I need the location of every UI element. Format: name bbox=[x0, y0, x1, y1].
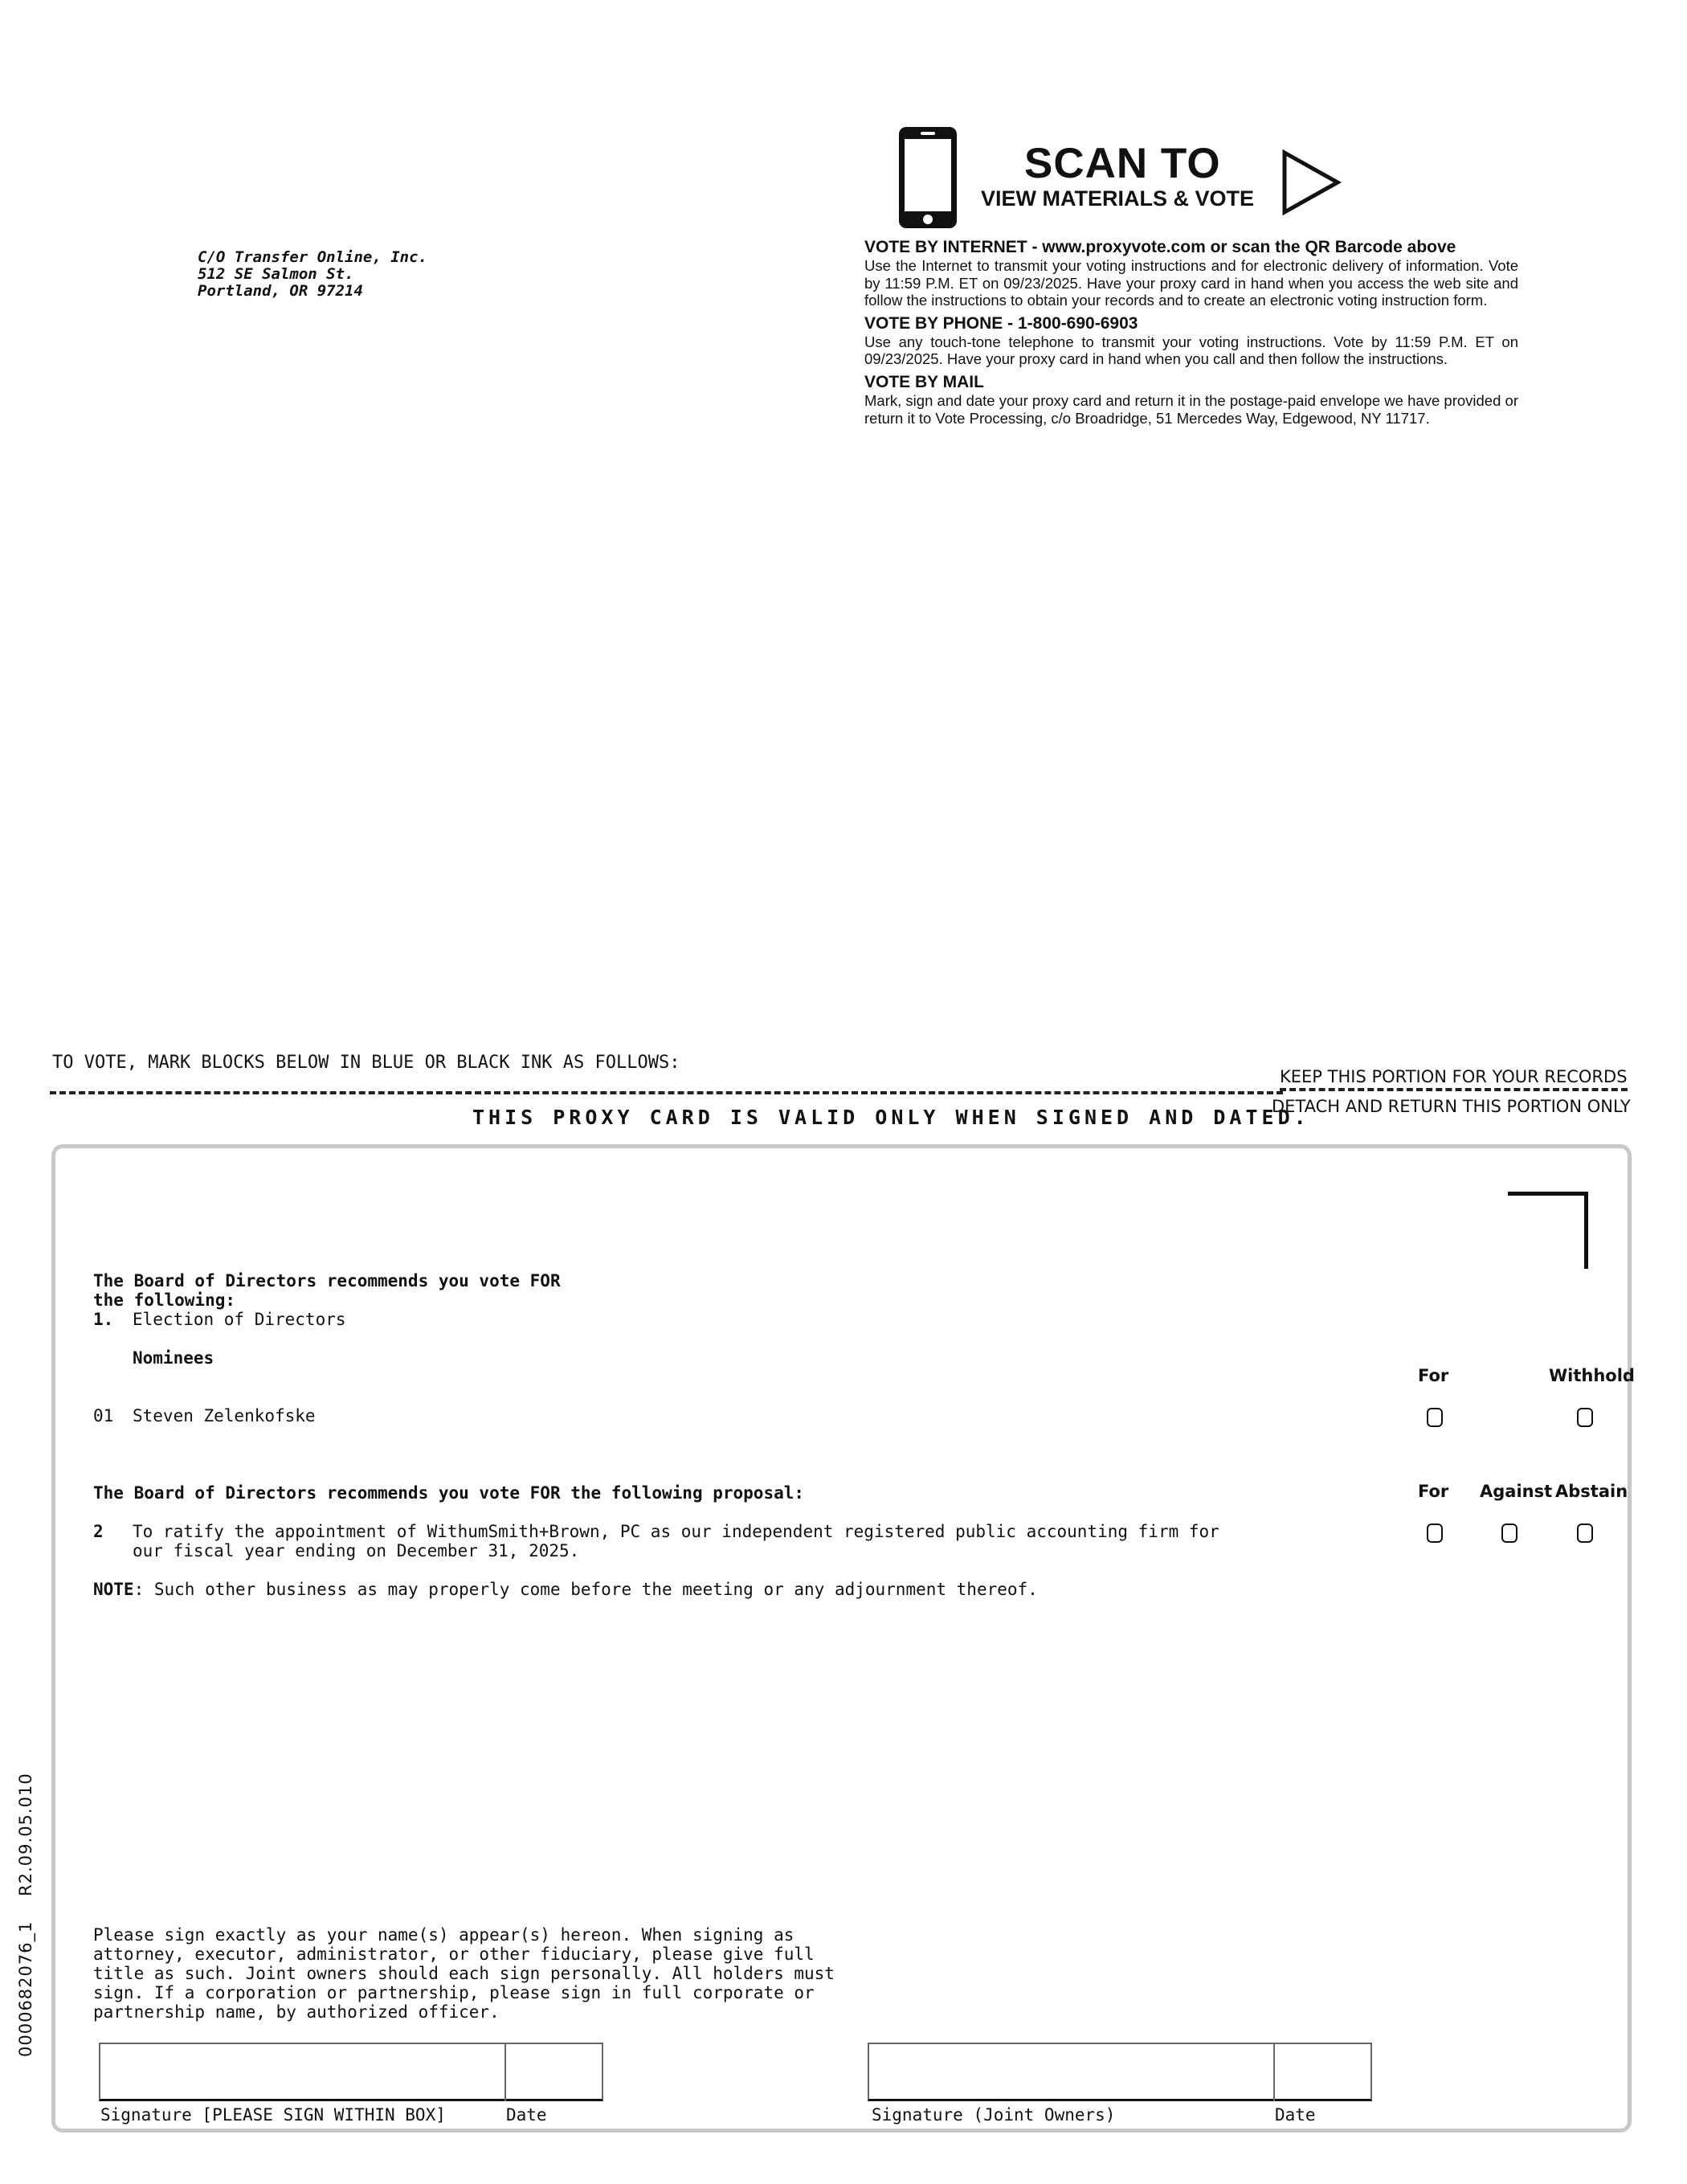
note-text: : Such other business as may properly come before the meeting or any adjournment thereof. bbox=[133, 1580, 1038, 1599]
address-line-3: Portland, OR 97214 bbox=[198, 282, 363, 300]
detach-return-label: DETACH AND RETURN THIS PORTION ONLY bbox=[1272, 1097, 1631, 1116]
vote-mail-text: Mark, sign and date your proxy card and return it in the postage-paid envelope we have provided or return it to Vote Processing, c/o Broadridge, 51 Mercedes Way, Edgewood, NY 11717. bbox=[864, 391, 1518, 427]
nominee-withhold-checkbox[interactable] bbox=[1577, 1408, 1593, 1427]
keep-portion-label: KEEP THIS PORTION FOR YOUR RECORDS bbox=[1280, 1067, 1628, 1091]
joint-date-label: Date bbox=[1275, 2105, 1316, 2125]
document-control-code: 0000682076_1 R2.09.05.010 bbox=[16, 1773, 35, 2057]
vote-internet-heading: VOTE BY INTERNET - www.proxyvote.com or scan the QR Barcode above bbox=[864, 238, 1456, 256]
vote-mail-heading: VOTE BY MAIL bbox=[864, 372, 984, 391]
item-2-text: To ratify the appointment of WithumSmith+Brown, PC as our independent registered public accounting firm for our fiscal year ending on December 31, 2025. bbox=[133, 1522, 1219, 1560]
item-2-for-checkbox[interactable] bbox=[1427, 1523, 1443, 1543]
column-against: Against bbox=[1480, 1482, 1553, 1501]
vote-internet-text: Use the Internet to transmit your voting instructions and for electronic delivery of information. Vote by 11:59 P.M. ET on 09/23/2025. Have your proxy card in hand when you access the web site and follow the instructions to obtain your records and to create an electronic voting instruction form. bbox=[864, 257, 1518, 309]
mark-instructions: TO VOTE, MARK BLOCKS BELOW IN BLUE OR BLACK INK AS FOLLOWS: bbox=[52, 1053, 680, 1073]
board-recommendation-2: The Board of Directors recommends you vote FOR the following proposal: bbox=[93, 1483, 805, 1503]
signature-box[interactable] bbox=[99, 2043, 603, 2101]
scan-title: SCAN TO bbox=[1024, 140, 1221, 187]
signing-instructions: Please sign exactly as your name(s) appear(s) hereon. When signing as attorney, executor, administrator, or other fiduciary, please give full title as such. Joint owners should each sign personally. All holders must sign. If a corporation or partnership, please sign in full corporate or partnership name, by authorized officer. bbox=[93, 1925, 835, 2022]
column-withhold: Withhold bbox=[1549, 1366, 1635, 1385]
note-label: NOTE bbox=[93, 1580, 134, 1599]
valid-notice: THIS PROXY CARD IS VALID ONLY WHEN SIGNED AND DATED. bbox=[472, 1106, 1310, 1129]
item-2-abstain-checkbox[interactable] bbox=[1577, 1523, 1593, 1543]
item-2-against-checkbox[interactable] bbox=[1501, 1523, 1517, 1543]
column-abstain: Abstain bbox=[1555, 1482, 1628, 1501]
return-address bbox=[198, 249, 427, 300]
nominee-name: Steven Zelenkofske bbox=[133, 1406, 316, 1425]
phone-icon bbox=[897, 125, 959, 231]
signature-label: Signature [PLEASE SIGN WITHIN BOX] bbox=[100, 2105, 446, 2125]
joint-signature-date-divider bbox=[1273, 2043, 1275, 2101]
address-line-2: 512 SE Salmon St. bbox=[198, 265, 354, 283]
vote-instructions bbox=[864, 238, 1518, 431]
item-1-number: 1. bbox=[93, 1310, 114, 1329]
signature-date-divider bbox=[504, 2043, 506, 2101]
vote-phone-heading: VOTE BY PHONE - 1-800-690-6903 bbox=[864, 313, 1138, 333]
column-for-2: For bbox=[1418, 1482, 1449, 1501]
joint-signature-box[interactable] bbox=[868, 2043, 1372, 2101]
nominee-for-checkbox[interactable] bbox=[1427, 1408, 1443, 1427]
scan-subtitle: VIEW MATERIALS & VOTE bbox=[981, 186, 1255, 211]
vote-phone-text: Use any touch-tone telephone to transmit your voting instructions. Vote by 11:59 P.M. ET on 09/23/2025. Have your proxy card in hand when you call and then follow the instructions. bbox=[864, 333, 1518, 368]
detach-dashed-line bbox=[50, 1091, 1283, 1094]
corner-registration-mark bbox=[1508, 1192, 1588, 1269]
date-label: Date bbox=[506, 2105, 547, 2125]
item-2-number: 2 bbox=[93, 1522, 104, 1541]
address-line-1: C/O Transfer Online, Inc. bbox=[198, 248, 427, 266]
nominee-number: 01 bbox=[93, 1406, 114, 1425]
column-for: For bbox=[1418, 1366, 1449, 1385]
board-recommendation-1: The Board of Directors recommends you vote FOR the following: bbox=[93, 1271, 561, 1310]
play-arrow-icon bbox=[1281, 149, 1342, 215]
note bbox=[93, 1580, 1038, 1599]
joint-signature-label: Signature (Joint Owners) bbox=[872, 2105, 1116, 2125]
nominees-label: Nominees bbox=[133, 1348, 214, 1368]
item-1-text: Election of Directors bbox=[133, 1310, 346, 1329]
